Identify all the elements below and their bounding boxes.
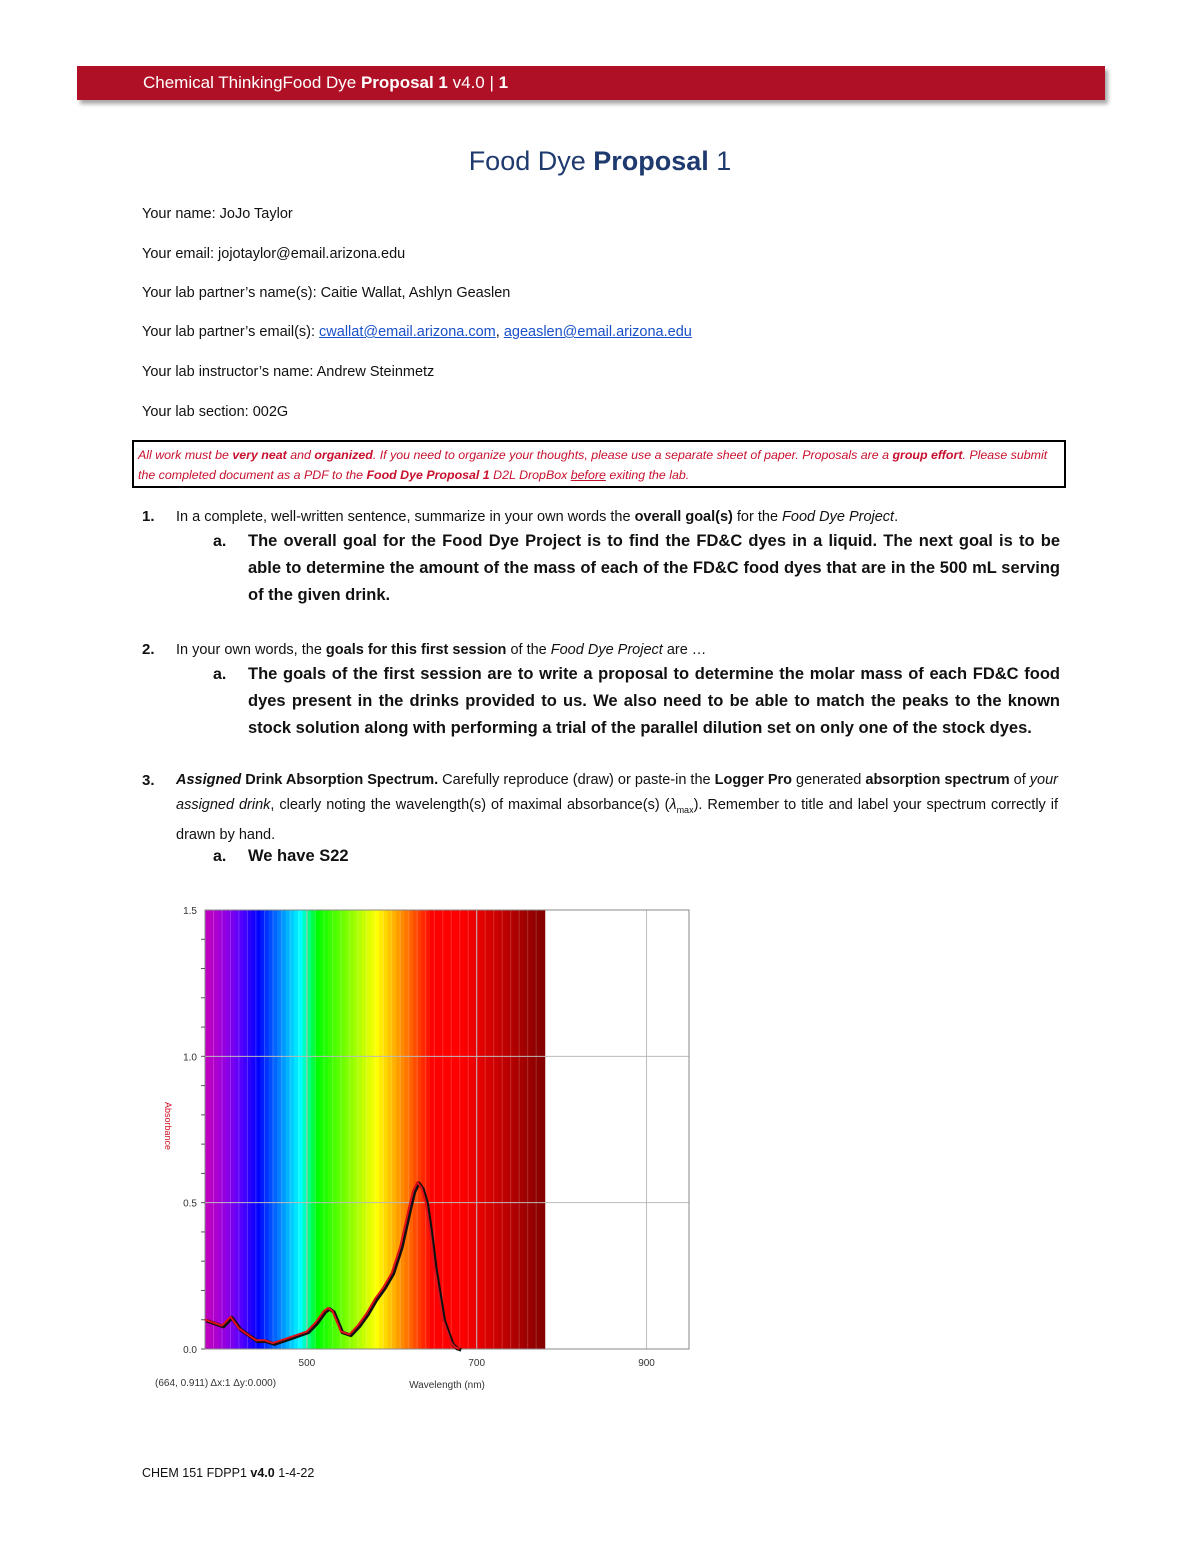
q1-answer-label: a. [213,533,227,550]
spectrum-stripe [205,910,210,1349]
spectrum-stripe [366,910,371,1349]
spectrum-stripe [511,910,516,1349]
q3-answer: We have S22 [248,847,349,865]
spectrum-stripe [307,910,312,1349]
spectrum-stripe [417,910,422,1349]
header-text: Chemical ThinkingFood Dye Proposal 1 v4.0 | 1 [143,73,509,92]
spectrum-stripe [273,910,278,1349]
spectrum-stripe [400,910,405,1349]
spectrum-stripe [222,910,227,1349]
section-field: Your lab section: 002G [142,404,289,420]
spectrum-stripe [426,910,431,1349]
spectrum-stripe [256,910,261,1349]
spectrum-stripe [332,910,337,1349]
partner-email-link-2[interactable]: ageaslen@email.arizona.edu [503,324,692,340]
q2-answer-label: a. [213,666,227,683]
absorption-spectrum-chart [145,896,705,1396]
q2-text: In your own words, the goals for this first session of the Food Dye Project are … [176,642,707,658]
spectrum-stripe [392,910,397,1349]
x-tick-label: 700 [468,1358,486,1369]
header-bar [77,66,1105,100]
page-title: Food Dye Proposal 1 [468,146,732,176]
q1-number: 1. [142,508,155,525]
instructor-field: Your lab instructor’s name: Andrew Steinmetz [142,364,435,380]
spectrum-stripe [519,910,524,1349]
visible-spectrum-band [205,910,545,1349]
spectrum-stripe [349,910,354,1349]
q1-text: In a complete, well-written sentence, summarize in your own words the overall goal(s) for the Food Dye Project. [176,509,899,525]
spectrum-stripe [247,910,252,1349]
partner-email-link-1[interactable]: cwallat@email.arizona.com [319,324,496,340]
spectrum-stripe [298,910,303,1349]
cursor-status-readout: (664, 0.911) Δx:1 Δy:0.000) [155,1378,277,1389]
spectrum-stripe [290,910,295,1349]
notice-box: All work must be very neat and organized. If you need to organize your thoughts, please use a separate sheet of paper. Proposals are a group effort. Please submit the completed document as a PDF to the Food Dye Proposal 1 D2L DropBox before exiting the lab. [132,440,1066,488]
spectrum-stripe [528,910,533,1349]
spectrum-stripe [468,910,473,1349]
y-tick-label: 1.5 [183,906,197,917]
spectrum-stripe [358,910,363,1349]
spectrum-stripe [451,910,456,1349]
x-axis-ticks [299,1358,656,1369]
spectrum-stripe [230,910,235,1349]
spectrum-stripe [460,910,465,1349]
x-tick-label: 500 [298,1358,316,1369]
y-tick-label: 1.0 [183,1052,197,1064]
x-axis-label: Wavelength (nm) [409,1380,485,1391]
q1-answer: The overall goal for the Food Dye Project is to find the FD&C dyes in a liquid. The next goal is to be able to determine the amount of the mass of each of the FD&C food dyes that are in the 500 mL serving of the given drink. [248,532,1060,604]
y-tick-label: 0.5 [183,1198,197,1210]
email-field: Your email: jojotaylor@email.arizona.edu [142,246,406,262]
spectrum-stripe [477,910,482,1349]
spectrum-stripe [239,910,244,1349]
q3-text: Assigned Drink Absorption Spectrum. Carefully reproduce (draw) or paste-in the Logger Pro generated absorption spectrum of your assigned drink, clearly noting the wavelength(s) of maximal absorbance(s) $(\lambda_{max})$. Remember to title and label your spectrum correctly if drawn by hand. [176,772,1059,843]
spectrum-stripe [540,910,545,1349]
q2-number: 2. [142,641,155,658]
q2-answer: The goals of the first session are to write a proposal to determine the molar mass of each FD&C food dyes present in the drinks provided to us. We also need to be able to match the peaks to the known stock solution along with performing a trial of the parallel dilution set on only one of the stock dyes. [248,665,1060,737]
footer: CHEM 151 FDPP1 v4.0 1-4-22 [142,1466,315,1480]
name-field: Your name: JoJo Taylor [142,206,293,222]
spectrum-stripe [281,910,286,1349]
spectrum-stripe [409,910,414,1349]
y-axis-ticks [183,906,205,1356]
y-axis-label: Absorbance [163,1101,173,1151]
partner-names-field: Your lab partner’s name(s): Caitie Wallat, Ashlyn Geaslen [142,285,511,301]
spectrum-stripe [485,910,490,1349]
spectrum-stripe [536,910,541,1349]
spectrum-stripe [494,910,499,1349]
spectrum-stripe [341,910,346,1349]
spectrum-stripe [315,910,320,1349]
partner-emails-field: Your lab partner’s email(s): cwallat@email.arizona.com, ageaslen@email.arizona.edu [142,324,692,340]
spectrum-stripe [502,910,507,1349]
spectrum-stripe [375,910,380,1349]
spectrum-stripe [213,910,218,1349]
spectrum-stripe [264,910,269,1349]
q3-number: 3. [142,772,155,789]
spectrum-stripe [443,910,448,1349]
y-tick-label: 0.0 [183,1345,197,1356]
x-tick-label: 900 [638,1358,655,1369]
q3-answer-label: a. [213,848,227,865]
spectrum-stripe [324,910,329,1349]
